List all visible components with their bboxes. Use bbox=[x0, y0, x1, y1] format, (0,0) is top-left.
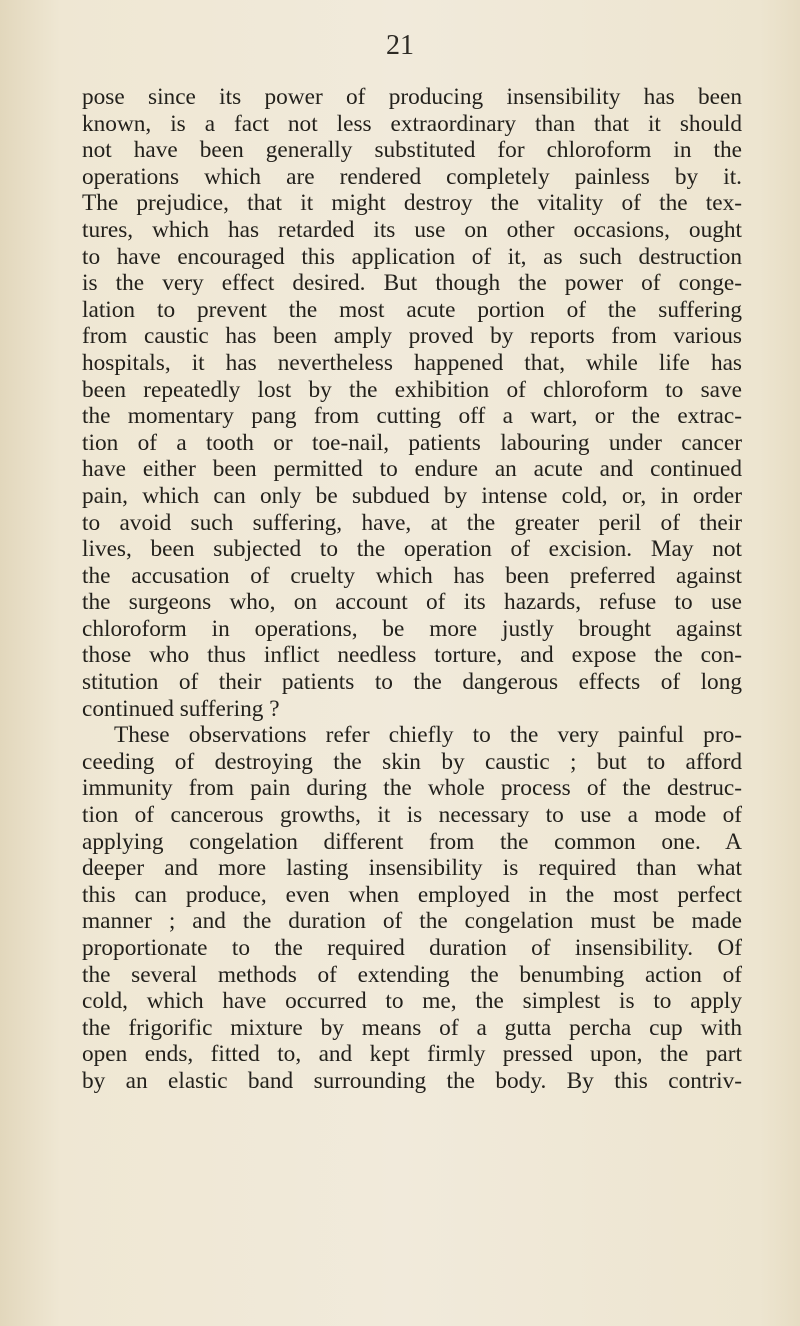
text-line: tures, which has retarded its use on other occasions, ought bbox=[82, 216, 742, 243]
text-line: is the very effect desired. But though the power of conge- bbox=[82, 270, 742, 297]
text-line: pose since its power of producing insensibility has been bbox=[82, 84, 742, 110]
text-line: the momentary pang from cutting off a wart, or the extrac- bbox=[82, 403, 742, 430]
text-line: proportionate to the required duration of insensibility. Of bbox=[82, 935, 742, 961]
text-line: tion of cancerous growths, it is necessary to use a mode of bbox=[82, 802, 742, 829]
text-line: applying congelation different from the common one. A bbox=[82, 828, 742, 855]
text-line: the surgeons who, on account of its hazards, refuse to use bbox=[82, 589, 742, 616]
text-line: tion of a tooth or toe-nail, patients labouring under cancer bbox=[82, 429, 742, 456]
text-line: cold, which have occurred to me, the simplest is to apply bbox=[82, 988, 742, 1015]
text-line: the frigorific mixture by means of a gutta percha cup with bbox=[82, 1014, 742, 1041]
text-line: the accusation of cruelty which has been preferred against bbox=[82, 562, 742, 589]
text-line: chloroform in operations, be more justly brought against bbox=[82, 615, 742, 642]
text-line: those who thus inflict needless torture, and expose the con- bbox=[82, 642, 742, 669]
text-line: by an elastic band surrounding the body. By this contriv- bbox=[82, 1067, 742, 1094]
text-line: known, is a fact not less extraordinary than that it should bbox=[82, 110, 742, 137]
text-line: have either been permitted to endure an acute and continued bbox=[82, 456, 742, 483]
body-text bbox=[82, 84, 742, 1095]
text-line: lation to prevent the most acute portion of the suffering bbox=[82, 296, 742, 323]
text-line: to avoid such suffering, have, at the greater peril of their bbox=[82, 509, 742, 536]
text-line: continued suffering ? bbox=[82, 695, 280, 722]
text-line: open ends, fitted to, and kept firmly pressed upon, the part bbox=[82, 1041, 742, 1068]
text-line: the several methods of extending the benumbing action of bbox=[82, 961, 742, 988]
text-line: These observations refer chiefly to the very painful pro- bbox=[114, 722, 742, 749]
text-line: this can produce, even when employed in the most perfect bbox=[82, 881, 742, 908]
text-line: to have encouraged this application of it, as such destruction bbox=[82, 243, 742, 270]
text-line: operations which are rendered completely painless by it. bbox=[82, 163, 742, 190]
text-line: ceeding of destroying the skin by caustic ; but to afford bbox=[82, 748, 742, 775]
text-line: from caustic has been amply proved by reports from various bbox=[82, 323, 742, 350]
text-line: The prejudice, that it might destroy the vitality of the tex- bbox=[82, 190, 742, 217]
text-line: deeper and more lasting insensibility is required than what bbox=[82, 855, 742, 882]
text-line: not have been generally substituted for chloroform in the bbox=[82, 137, 742, 164]
text-line: immunity from pain during the whole process of the destruc- bbox=[82, 775, 742, 802]
text-line: hospitals, it has nevertheless happened that, while life has bbox=[82, 349, 742, 376]
text-line: been repeatedly lost by the exhibition of chloroform to save bbox=[82, 376, 742, 403]
text-line: pain, which can only be subdued by intense cold, or, in order bbox=[82, 482, 742, 509]
text-line: lives, been subjected to the operation of excision. May not bbox=[82, 536, 742, 563]
text-line: stitution of their patients to the dangerous effects of long bbox=[82, 669, 742, 696]
text-line: manner ; and the duration of the congelation must be made bbox=[82, 908, 742, 935]
page-number: 21 bbox=[386, 30, 414, 61]
